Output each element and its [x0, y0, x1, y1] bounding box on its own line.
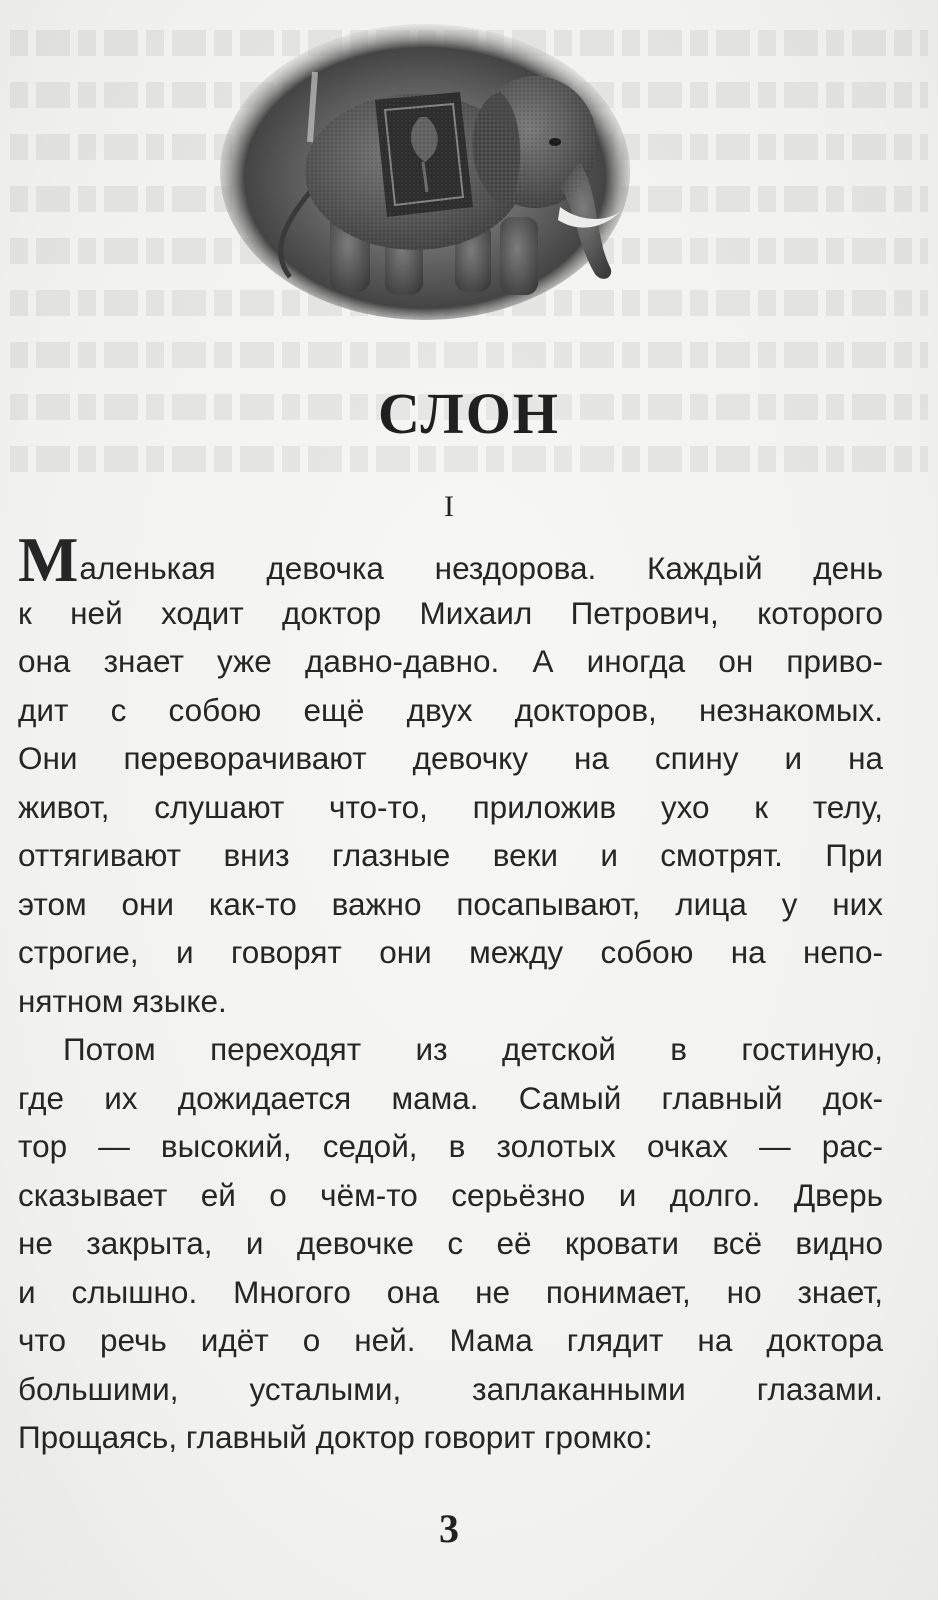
text-line: Они переворачивают девочку на спину и на [18, 740, 883, 776]
text-line: Прощаясь, главный доктор говорит громко: [18, 1419, 653, 1455]
text-line: сказывает ей о чём-то серьёзно и долго. Дверь [18, 1176, 883, 1213]
text-line: и слышно. Многого она не понимает, но знает, [18, 1273, 883, 1310]
drop-cap: М [18, 524, 79, 595]
chapter-number: I [444, 490, 454, 523]
elephant-illustration [215, 22, 635, 322]
page-number: 3 [439, 1506, 459, 1551]
text-line: живот, слушают что-то, приложив ухо к телу, [18, 788, 883, 825]
text-line: оттягивают вниз глазные веки и смотрят. При [18, 837, 883, 873]
text-line: что речь идёт о ней. Мама глядит на доктора [18, 1322, 883, 1358]
text-line: большими, усталыми, заплаканными глазами. [18, 1370, 883, 1407]
text-line: к ней ходит доктор Михаил Петрович, которого [18, 594, 883, 631]
text-line: тор — высокий, седой, в золотых очках — рас- [18, 1128, 883, 1164]
text-line: она знает уже давно-давно. А иногда он приво- [18, 643, 883, 679]
text-line: Потом переходят из детской в гостиную, [63, 1031, 883, 1067]
text-line: нятном языке. [18, 982, 227, 1019]
story-text [18, 524, 883, 1462]
story-title: СЛОН [378, 381, 560, 446]
text-line: строгие, и говорят они между собою на непо- [18, 934, 883, 970]
text-line: этом они как-то важно посапывают, лица у них [18, 885, 883, 922]
text-line: Маленькая девочка нездорова. Каждый день [18, 524, 883, 595]
text-line: где их дожидается мама. Самый главный док- [18, 1079, 883, 1116]
text-line: дит с собою ещё двух докторов, незнакомых. [18, 691, 883, 728]
text-line: не закрыта, и девочке с её кровати всё видно [18, 1225, 883, 1261]
